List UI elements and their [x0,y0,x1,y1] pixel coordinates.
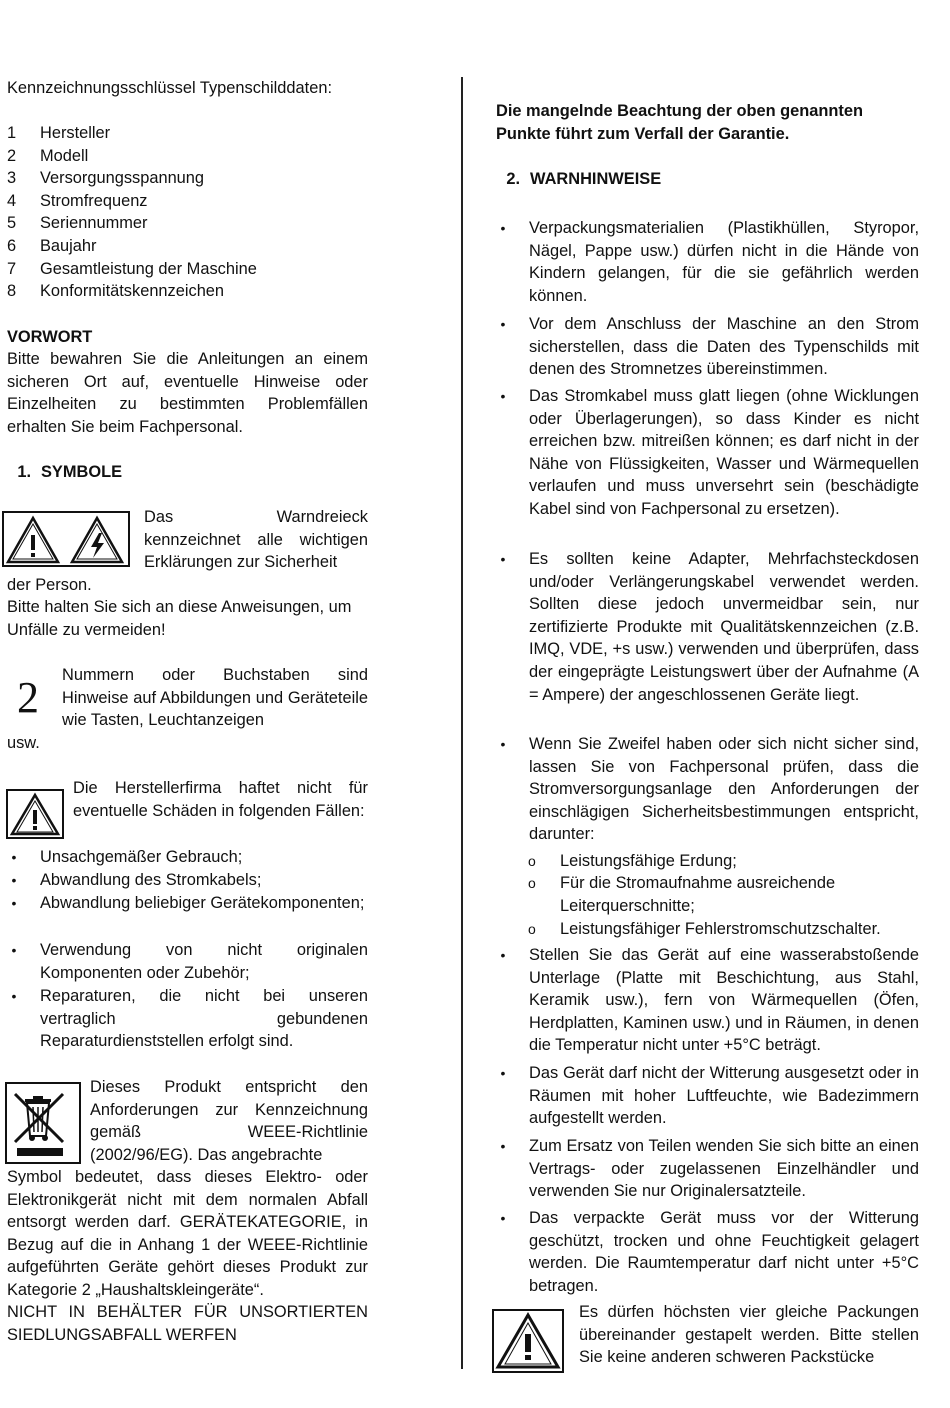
list-item: • Wenn Sie Zweifel haben oder sich nicht sicher sind, lassen Sie von Fachpersonal prüfen, dass die Stromversorgungsanlage den Anforderungen der einschlägigen Sicherheitsbestimmungen entspricht, darunter: [500,735,919,844]
list-item: • Abwandlung des Stromkabels; [11,871,262,889]
key-list [7,122,368,303]
section-heading-symbole: 1. SYMBOLE [17,463,123,481]
caution-triangle-icon [492,1309,564,1373]
list-item: • Abwandlung beliebiger Gerätekomponenten; [11,894,365,912]
list-item: 4 Stromfrequenz [7,191,148,210]
warn-symbol-text-cont: der Person. [7,576,92,594]
list-item: 6 Baujahr [7,236,97,255]
stacking-notice: Es dürfen höchsten vier gleiche Packungen übereinander gestapelt werden. Bitte stellen Sie keine anderen schweren Packstücke [579,1303,919,1367]
number-reference-icon: 2 [17,673,39,722]
caution-triangle-icon [6,789,64,839]
weee-disposal-notice: NICHT IN BEHÄLTER FÜR UNSORTIERTEN SIEDLUNGSABFALL WERFEN [7,1303,368,1344]
vorwort-title: VORWORT [7,328,93,346]
list-item: 8 Konformitätskennzeichen [7,282,225,301]
key-title: Kennzeichnungsschlüssel Typenschilddaten: [7,79,332,97]
weee-text-cont: Symbol bedeutet, dass dieses Elektro- oder Elektronikgerät nicht mit dem normalen Abfall entsorgt werden darf. GERÄTEKATEGORIE, in Bezug auf die in Anhang 1 der WEEE-Richtlinie aufgeführten Geräte gehört dieses Produkt zur Kategorie 2 „Haushaltskleingeräte“. [7,1168,368,1299]
number-reference-text-cont: usw. [7,734,40,752]
column-divider [461,77,463,1369]
list-item: • Stellen Sie das Gerät auf eine wasserabstoßende Unterlage (Platte mit Beschichtung, aus Stahl, Keramik usw.), fern von Wärmequellen (Öfen, Herdplatten, Kaminen usw.) und in Räumen, in denen die Temperatur nicht unter +5°C beträgt. [500,946,919,1055]
sub-list-item: o Leistungsfähige Erdung; [528,852,737,870]
weee-bin-icon [5,1082,81,1164]
warning-triangle-icon [2,511,130,567]
list-item: • Vor dem Anschluss der Maschine an den Strom sicherstellen, dass die Daten des Typenschilds mit denen des Stromnetzes übereinstimmen. [500,315,919,379]
list-item: • Das Stromkabel muss glatt liegen (ohne Wicklungen oder Überlagerungen), so dass Kinder es nicht erreichen bzw. mitreißen können; es darf nicht in der Nähe von Flüssigkeiten, Wasser und Wärmequellen verlaufen und muss unversehrt sein (beschädigte Kabel sind von Fachpersonal zu ersetzen). [500,387,919,518]
list-item: 2 Modell [7,146,89,165]
warn-symbol-instruction: Bitte halten Sie sich an diese Anweisungen, um Unfälle zu vermeiden! [7,598,352,639]
warranty-notice: Die mangelnde Beachtung der oben genannten Punkte führt zum Verfall der Garantie. [496,102,864,143]
number-reference-text: Nummern oder Buchstaben sind Hinweise auf Abbildungen und Geräteteile wie Tasten, Leuchtanzeigen [62,666,368,730]
vorwort-text: Bitte bewahren Sie die Anleitungen an einem sicheren Ort auf, eventuelle Hinweise oder Einzelheiten zu bestimmten Problemfällen erhalten Sie beim Fachpersonal. [7,350,368,436]
list-item: 7 Gesamtleistung der Maschine [7,259,257,278]
list-item: • Reparaturen, die nicht bei unseren vertraglich gebundenen Reparaturdienststellen erfolgt sind. [11,987,368,1051]
list-item: • Zum Ersatz von Teilen wenden Sie sich bitte an einen Vertrags- oder zugelassenen Einzelhändler und verwenden Sie nur Originalersatzteile. [500,1137,919,1201]
sub-list-item: o Für die Stromaufnahme ausreichende Leiterquerschnitte; [528,874,836,915]
list-item: • Das Gerät darf nicht der Witterung ausgesetzt oder in Räumen mit hoher Luftfeuchte, wie Badezimmern aufgestellt werden. [500,1064,919,1128]
warn-symbol-text: Das Warndreieck kennzeichnet alle wichtigen Erklärungen zur Sicherheit [144,508,368,572]
list-item: • Das verpackte Gerät muss vor der Witterung geschützt, trocken und ohne Feuchtigkeit gelagert werden. Die Raumtemperatur darf nicht unter +5°C betragen. [500,1209,919,1295]
list-item: • Verpackungsmaterialien (Plastikhüllen, Styropor, Nägel, Pappe usw.) dürfen nicht in die Hände von Kindern gelangen, für die sie gefährlich werden können. [500,219,919,305]
list-item: • Verwendung von nicht originalen Komponenten oder Zubehör; [11,941,368,982]
list-item: • Es sollten keine Adapter, Mehrfachsteckdosen und/oder Verlängerungskabel verwendet werden. Sollten diese jedoch unvermeidbar sein, nur zertifizierte Produkte mit Qualitätskennzeichen (z.B. IMQ, VDE, +s usw.) verwenden und überprüfen, dass der eingeprägte Leistungswert über der Aufnahme (A = Ampere) der angeschlossenen Geräte liegt. [500,550,919,704]
list-item: 3 Versorgungsspannung [7,169,205,188]
section-heading-warnhinweise: 2. WARNHINWEISE [506,170,662,188]
list-item: 1 Hersteller [7,124,111,142]
sub-list-item: o Leistungsfähiger Fehlerstromschutzschalter. [528,920,881,938]
list-item: • Unsachgemäßer Gebrauch; [11,848,243,866]
list-item: 5 Seriennummer [7,214,148,233]
liability-text: Die Herstellerfirma haftet nicht für eventuelle Schäden in folgenden Fällen: [73,779,368,820]
weee-text: Dieses Produkt entspricht den Anforderungen zur Kennzeichnung gemäß WEEE-Richtlinie (2002/96/EG). Das angebrachte [90,1078,368,1164]
